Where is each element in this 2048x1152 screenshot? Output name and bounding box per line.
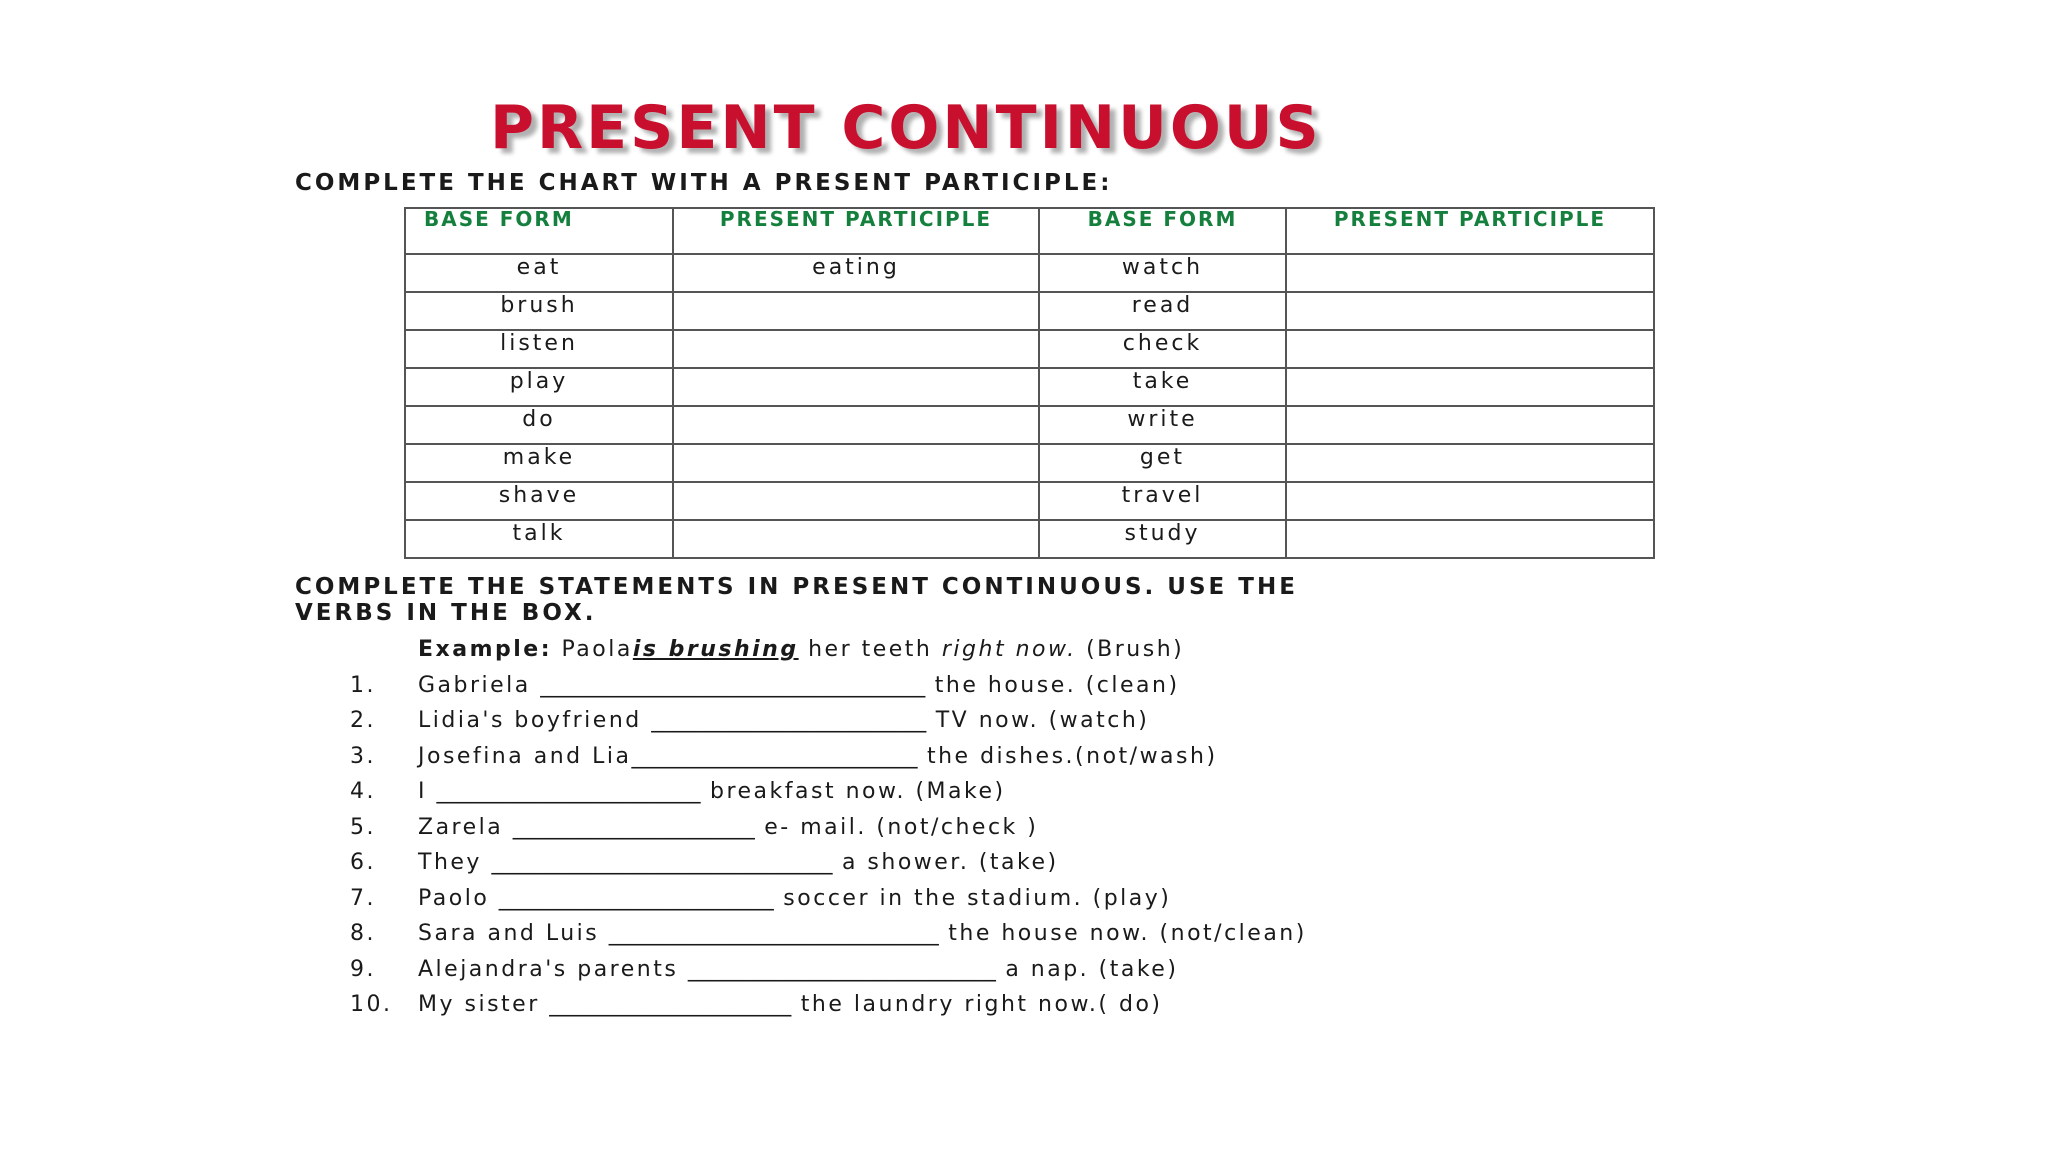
table-row <box>405 368 1654 406</box>
header-base-form: BASE FORM <box>405 208 673 254</box>
item-rest: a shower. (take) <box>841 850 1059 875</box>
statements-list <box>350 632 1307 1023</box>
example-answer: is brushing <box>632 637 799 662</box>
base-form-cell: shave <box>405 482 673 520</box>
item-subject: Josefina and Lia <box>418 743 632 769</box>
item-number: 8. <box>350 921 376 946</box>
page-title: PRESENT CONTINUOUS <box>490 93 1322 163</box>
base-form-cell: make <box>405 444 673 482</box>
item-number: 2. <box>350 708 376 733</box>
participle-answer-cell[interactable] <box>1286 444 1654 482</box>
participle-answer-cell[interactable] <box>673 406 1039 444</box>
item-number: 6. <box>350 850 376 875</box>
item-number: 4. <box>350 779 376 804</box>
base-form-cell: eat <box>405 254 673 292</box>
item-number: 1. <box>350 672 376 698</box>
table-row <box>405 292 1654 330</box>
base-form-cell: get <box>1039 444 1286 482</box>
table-row <box>405 520 1654 558</box>
item-rest: the dishes.(not/wash) <box>926 743 1218 769</box>
participle-answer-cell[interactable] <box>1286 482 1654 520</box>
participle-answer-cell[interactable] <box>1286 292 1654 330</box>
participle-chart <box>404 207 1655 559</box>
base-form-cell: brush <box>405 292 673 330</box>
item-rest: the house now. (not/clean) <box>948 921 1307 946</box>
answer-blank[interactable]: ______________________________ <box>608 921 939 946</box>
item-rest: the laundry right now.( do) <box>800 992 1163 1017</box>
example-hint: (Brush) <box>1086 637 1185 662</box>
item-subject: Paolo <box>418 885 490 911</box>
answer-blank[interactable]: ____________________________ <box>687 956 996 982</box>
participle-answer-cell[interactable] <box>673 368 1039 406</box>
base-form-cell: study <box>1039 520 1286 558</box>
participle-answer-cell[interactable] <box>673 482 1039 520</box>
list-item <box>350 810 1307 846</box>
header-present-participle: PRESENT PARTICIPLE <box>673 208 1039 254</box>
answer-blank[interactable]: _________________________ <box>651 708 927 733</box>
participle-answer-cell[interactable] <box>673 292 1039 330</box>
participle-answer-cell[interactable] <box>1286 368 1654 406</box>
chart-header-row <box>405 208 1654 254</box>
example-label: Example: <box>418 637 552 662</box>
list-item <box>350 703 1307 739</box>
table-row <box>405 444 1654 482</box>
item-number: 9. <box>350 956 376 982</box>
base-form-cell: check <box>1039 330 1286 368</box>
statements-instruction-line2: VERBS IN THE BOX. <box>295 600 597 626</box>
answer-blank[interactable]: ______________________ <box>549 992 792 1017</box>
item-number: 5. <box>350 814 376 840</box>
list-item <box>350 774 1307 810</box>
item-rest: soccer in the stadium. (play) <box>783 885 1172 911</box>
item-rest: breakfast now. (Make) <box>710 779 1006 804</box>
answer-blank[interactable]: __________________________ <box>631 743 918 769</box>
header-present-participle-2: PRESENT PARTICIPLE <box>1286 208 1654 254</box>
item-rest: e- mail. (not/check ) <box>764 814 1039 840</box>
table-row <box>405 330 1654 368</box>
header-base-form-2: BASE FORM <box>1039 208 1286 254</box>
item-rest: the house. (clean) <box>934 672 1180 698</box>
example-subject: Paola <box>561 637 633 662</box>
list-item <box>350 916 1307 952</box>
participle-answer-cell[interactable] <box>1286 520 1654 558</box>
item-rest: a nap. (take) <box>1005 956 1179 982</box>
item-number: 3. <box>350 743 376 769</box>
answer-blank[interactable]: ___________________________________ <box>540 672 926 698</box>
list-item <box>350 987 1307 1023</box>
answer-blank[interactable]: _______________________________ <box>491 850 833 875</box>
list-item <box>350 739 1307 775</box>
statements-instruction <box>295 574 1298 626</box>
base-form-cell: listen <box>405 330 673 368</box>
item-subject: Alejandra's parents <box>418 956 679 982</box>
participle-answer-cell[interactable] <box>673 330 1039 368</box>
participle-answer-cell[interactable] <box>1286 254 1654 292</box>
answer-blank[interactable]: _________________________ <box>498 885 774 911</box>
example-emphasis: right now. <box>941 637 1077 662</box>
base-form-cell: travel <box>1039 482 1286 520</box>
item-number: 10. <box>350 992 393 1017</box>
chart-instruction: COMPLETE THE CHART WITH A PRESENT PARTICIPLE: <box>295 170 1113 196</box>
answer-blank[interactable]: ______________________ <box>512 814 755 840</box>
list-item <box>350 952 1307 988</box>
base-form-cell: write <box>1039 406 1286 444</box>
item-subject: They <box>418 850 482 875</box>
base-form-cell: play <box>405 368 673 406</box>
item-number: 7. <box>350 885 376 911</box>
list-item <box>350 668 1307 704</box>
participle-answer-cell[interactable] <box>673 520 1039 558</box>
item-subject: Lidia's boyfriend <box>418 708 642 733</box>
item-rest: TV now. (watch) <box>935 708 1150 733</box>
answer-blank[interactable]: ________________________ <box>436 779 701 804</box>
participle-answer-cell[interactable] <box>1286 406 1654 444</box>
base-form-cell: read <box>1039 292 1286 330</box>
item-subject: My sister <box>418 992 540 1017</box>
table-row <box>405 406 1654 444</box>
item-subject: Zarela <box>418 814 504 840</box>
item-subject: Gabriela <box>418 672 531 698</box>
item-subject: Sara and Luis <box>418 921 600 946</box>
table-row <box>405 482 1654 520</box>
base-form-cell: do <box>405 406 673 444</box>
base-form-cell: take <box>1039 368 1286 406</box>
participle-answer-cell[interactable] <box>673 444 1039 482</box>
participle-answer-cell[interactable] <box>1286 330 1654 368</box>
example-rest: her teeth <box>808 637 933 662</box>
list-item <box>350 845 1307 881</box>
participle-answer-cell[interactable]: eating <box>673 254 1039 292</box>
list-item <box>350 881 1307 917</box>
statements-instruction-line1: COMPLETE THE STATEMENTS IN PRESENT CONTINUOUS. USE THE <box>295 574 1298 600</box>
item-subject: I <box>418 779 427 804</box>
example-statement <box>350 632 1307 668</box>
base-form-cell: watch <box>1039 254 1286 292</box>
base-form-cell: talk <box>405 520 673 558</box>
table-row <box>405 254 1654 292</box>
